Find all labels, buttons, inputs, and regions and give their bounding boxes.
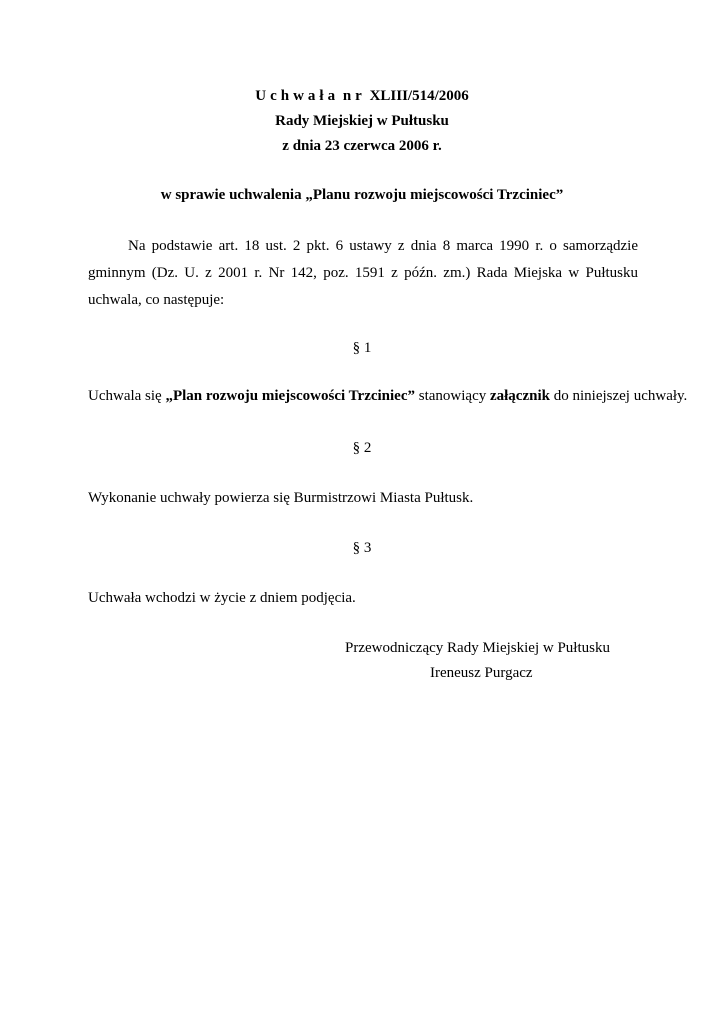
title-nr: nr bbox=[342, 88, 366, 104]
section-1-text bbox=[88, 386, 688, 406]
section-1-plan-name: „Plan rozwoju miejscowości Trzciniec” bbox=[165, 388, 415, 404]
section-2-mark: § 2 bbox=[352, 440, 372, 456]
section-1-text-part3: do niniejszej uchwały. bbox=[549, 388, 688, 404]
section-1-text-part2: stanowiący bbox=[415, 388, 490, 404]
title-word: Uchwała bbox=[255, 88, 340, 104]
resolution-title bbox=[0, 86, 724, 106]
signature-name: Ireneusz Purgacz bbox=[430, 665, 533, 681]
section-1-text-part1: Uchwala się bbox=[88, 388, 166, 404]
section-2-text: Wykonanie uchwały powierza się Burmistrzowi Miasta Pułtusk. bbox=[88, 490, 474, 506]
section-3-text: Uchwała wchodzi w życie z dniem podjęcia. bbox=[88, 590, 356, 606]
resolution-date: z dnia 23 czerwca 2006 r. bbox=[282, 138, 442, 154]
section-3-mark: § 3 bbox=[352, 540, 372, 556]
title-number: XLIII/514/2006 bbox=[369, 88, 469, 104]
resolution-subject: w sprawie uchwalenia „Planu rozwoju miejscowości Trzciniec” bbox=[160, 187, 564, 203]
legal-basis-paragraph: Na podstawie art. 18 ust. 2 pkt. 6 ustawy z dnia 8 marca 1990 r. o samorządzie gminnym (Dz. U. z 2001 r. Nr 142, poz. 1591 z późn. zm.) Rada Miejska w Pułtusku uchwala, co następuje: bbox=[88, 238, 638, 308]
section-1-attachment-word: załącznik bbox=[489, 388, 550, 404]
section-1-mark: § 1 bbox=[352, 340, 372, 356]
resolution-issuer: Rady Miejskiej w Pułtusku bbox=[275, 113, 449, 129]
signature-role: Przewodniczący Rady Miejskiej w Pułtusku bbox=[345, 640, 610, 656]
